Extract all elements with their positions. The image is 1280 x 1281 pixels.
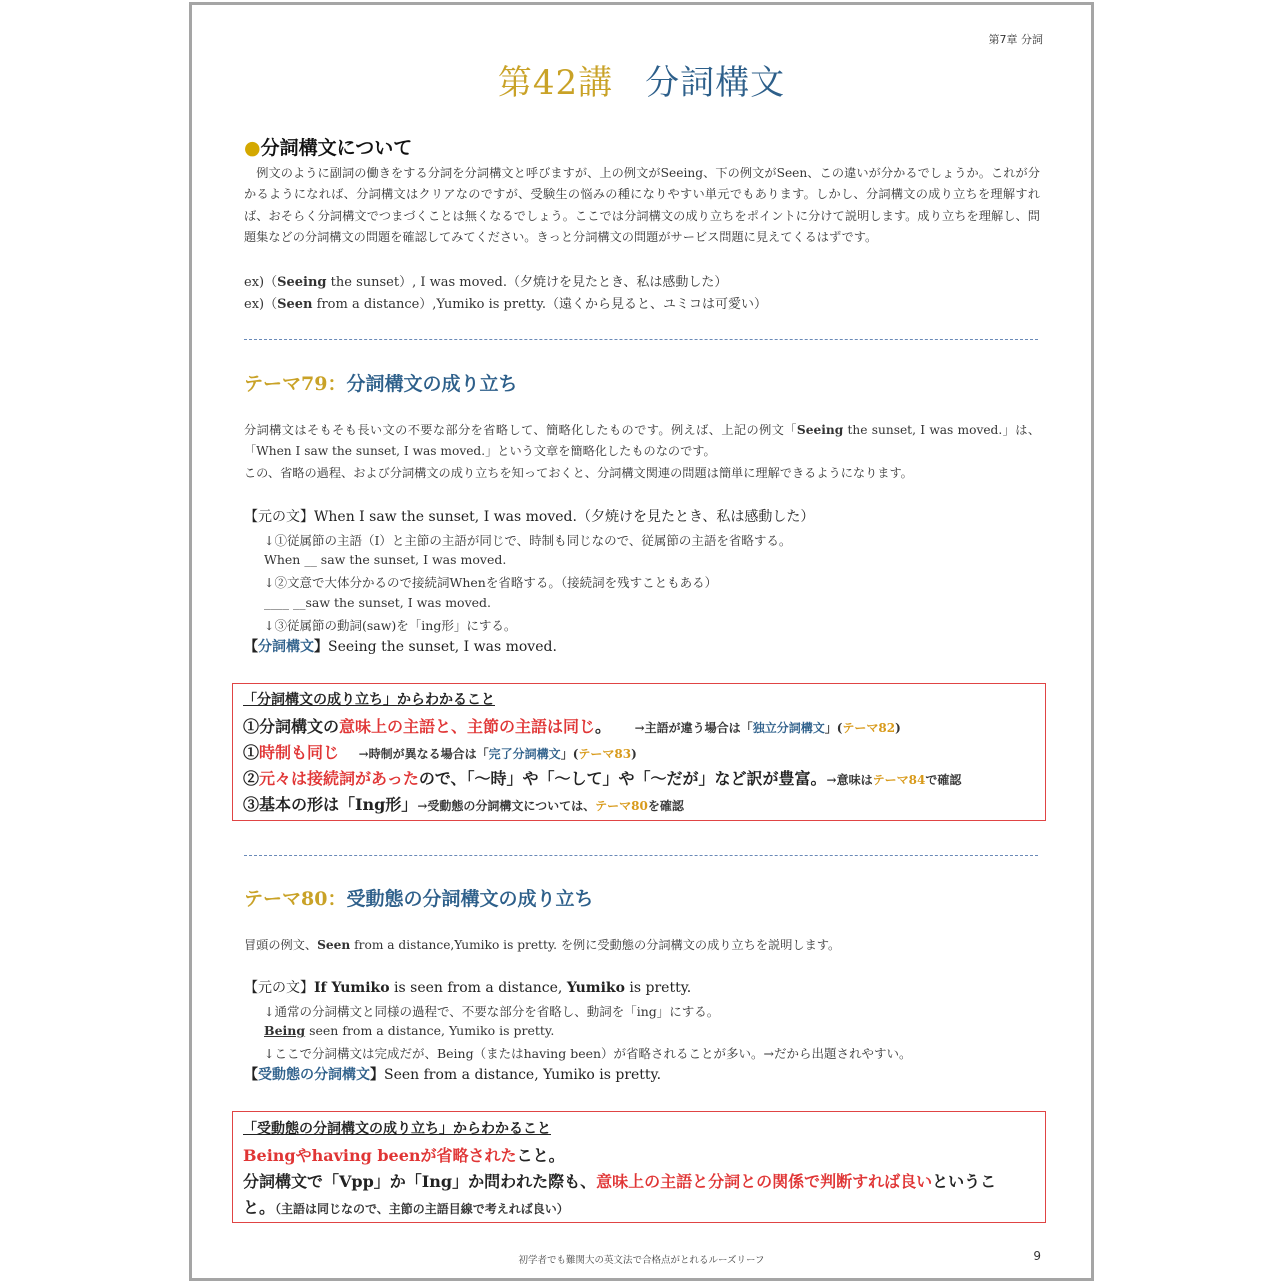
theme79-step3: ↓③従属節の動詞(saw)を「ing形」にする。 (264, 618, 517, 633)
page-number: 9 (1033, 1249, 1041, 1263)
theme80-step1: ↓通常の分詞構文と同様の過程で、不要な部分を省略し、動詞を「ing」にする。 (264, 1004, 720, 1019)
theme79-heading: テーマ79：分詞構文の成り立ち (244, 373, 518, 395)
intro-paragraph: 例文のように副詞の働きをする分詞を分詞構文と呼びますが、上の例文がSeeing、下の例文がSeen、この違いが分かるでしょうか。これが分かるようになれば、分詞構文はクリアなのですが、受験生の悩みの種になりやすい単元でもあります。しかし、分詞構文の成り立ちを理解すれば、おそらく分詞構文でつまづくことは無くなるでしょう。ここでは分詞構文の成り立ちをポイントに分けて説明します。成り立ちを理解し、問題集などの分詞構文の問題を確認してみてください。きっと分詞構文の問題がサービス問題に見えてくるはずです。 (244, 166, 1040, 244)
box-row-2: 分詞構文で「Vpp」か「Ing」か問われた際も、意味上の主語と分詞との関係で判断すれば良いというこ (243, 1172, 997, 1191)
theme80-step2: ↓ここで分詞構文は完成だが、Being（またはhaving been）が省略されることが多い。→だから出題されやすい。 (264, 1046, 912, 1061)
theme80-summary-box (232, 1111, 1046, 1223)
lecture-name: 分詞構文 (645, 63, 786, 103)
theme79-original: 【元の文】When I saw the sunset, I was moved.（夕焼けを見たとき、私は感動した） (244, 509, 815, 525)
lecture-number: 第42講 (497, 63, 614, 103)
box-row-1: ①分詞構文の意味上の主語と、主節の主語は同じ。 →主語が違う場合は「独立分詞構文」(テーマ82) (243, 717, 901, 736)
box-row-2: ①時制も同じ →時制が異なる場合は「完了分詞構文」(テーマ83) (243, 743, 637, 762)
theme79-line2: ____ __saw the sunset, I was moved. (264, 595, 492, 610)
box-row-3: ②元々は接続詞があったので、「～時」や「～して」や「～だが」など訳が豊富。→意味はテーマ84で確認 (243, 769, 962, 788)
page-title (192, 55, 1091, 104)
box-row-3: と。（主語は同じなので、主節の主語目線で考えれば良い） (243, 1198, 569, 1217)
box-row-1: Beingやhaving beenが省略されたこと。 (243, 1146, 565, 1165)
page-frame (189, 2, 1094, 1281)
example-2: ex)（Seen from a distance）,Yumiko is pretty.（遠くから見ると、ユミコは可愛い） (244, 297, 767, 312)
bullet-icon: ● (244, 137, 261, 159)
theme80-intro: 冒頭の例文、Seen from a distance,Yumiko is pretty. を例に受動態の分詞構文の成り立ちを説明します。 (244, 938, 841, 952)
theme79-paragraph: 分詞構文はそもそも長い文の不要な部分を省略して、簡略化したものです。例えば、上記の例文「Seeing the sunset, I was moved.」は、「When I saw the sunset, I was moved.」という文章を簡略化したものなのです。 この、省略の過程、および分詞構文の成り立ちを知っておくと、分詞構文関連の問題は簡単に理解できるようになります。 (244, 423, 1041, 480)
chapter-label: 第7章 分詞 (988, 33, 1043, 46)
theme79-summary-box (232, 683, 1046, 821)
intro-heading: ●分詞構文について (244, 137, 413, 159)
theme79-line1: When __ saw the sunset, I was moved. (264, 552, 507, 567)
theme80-original: 【元の文】If Yumiko is seen from a distance, Yumiko is pretty. (244, 980, 692, 996)
theme79-step2: ↓②文意で大体分かるので接続詞Whenを省略する。（接続詞を残すこともある） (264, 575, 718, 590)
theme79-step1: ↓①従属節の主語（I）と主節の主語が同じで、時制も同じなので、従属節の主語を省略する。 (264, 533, 792, 548)
footer-text: 初学者でも難関大の英文法で合格点がとれるルーズリーフ (518, 1255, 765, 1266)
theme80-result: 【受動態の分詞構文】Seen from a distance, Yumiko is pretty. (244, 1067, 662, 1083)
box-heading: 「分詞構文の成り立ち」からわかること (243, 692, 495, 708)
theme80-line1: Being seen from a distance, Yumiko is pretty. (264, 1023, 555, 1038)
box-row-4: ③基本の形は「Ing形」→受動態の分詞構文については、テーマ80を確認 (243, 795, 684, 814)
example-1: ex)（Seeing the sunset）, I was moved.（夕焼けを見たとき、私は感動した） (244, 275, 728, 290)
box-heading: 「受動態の分詞構文の成り立ち」からわかること (243, 1121, 551, 1137)
theme80-heading: テーマ80：受動態の分詞構文の成り立ち (244, 888, 594, 910)
divider (244, 855, 1038, 856)
divider (244, 339, 1038, 340)
theme79-result: 【分詞構文】Seeing the sunset, I was moved. (244, 639, 557, 655)
